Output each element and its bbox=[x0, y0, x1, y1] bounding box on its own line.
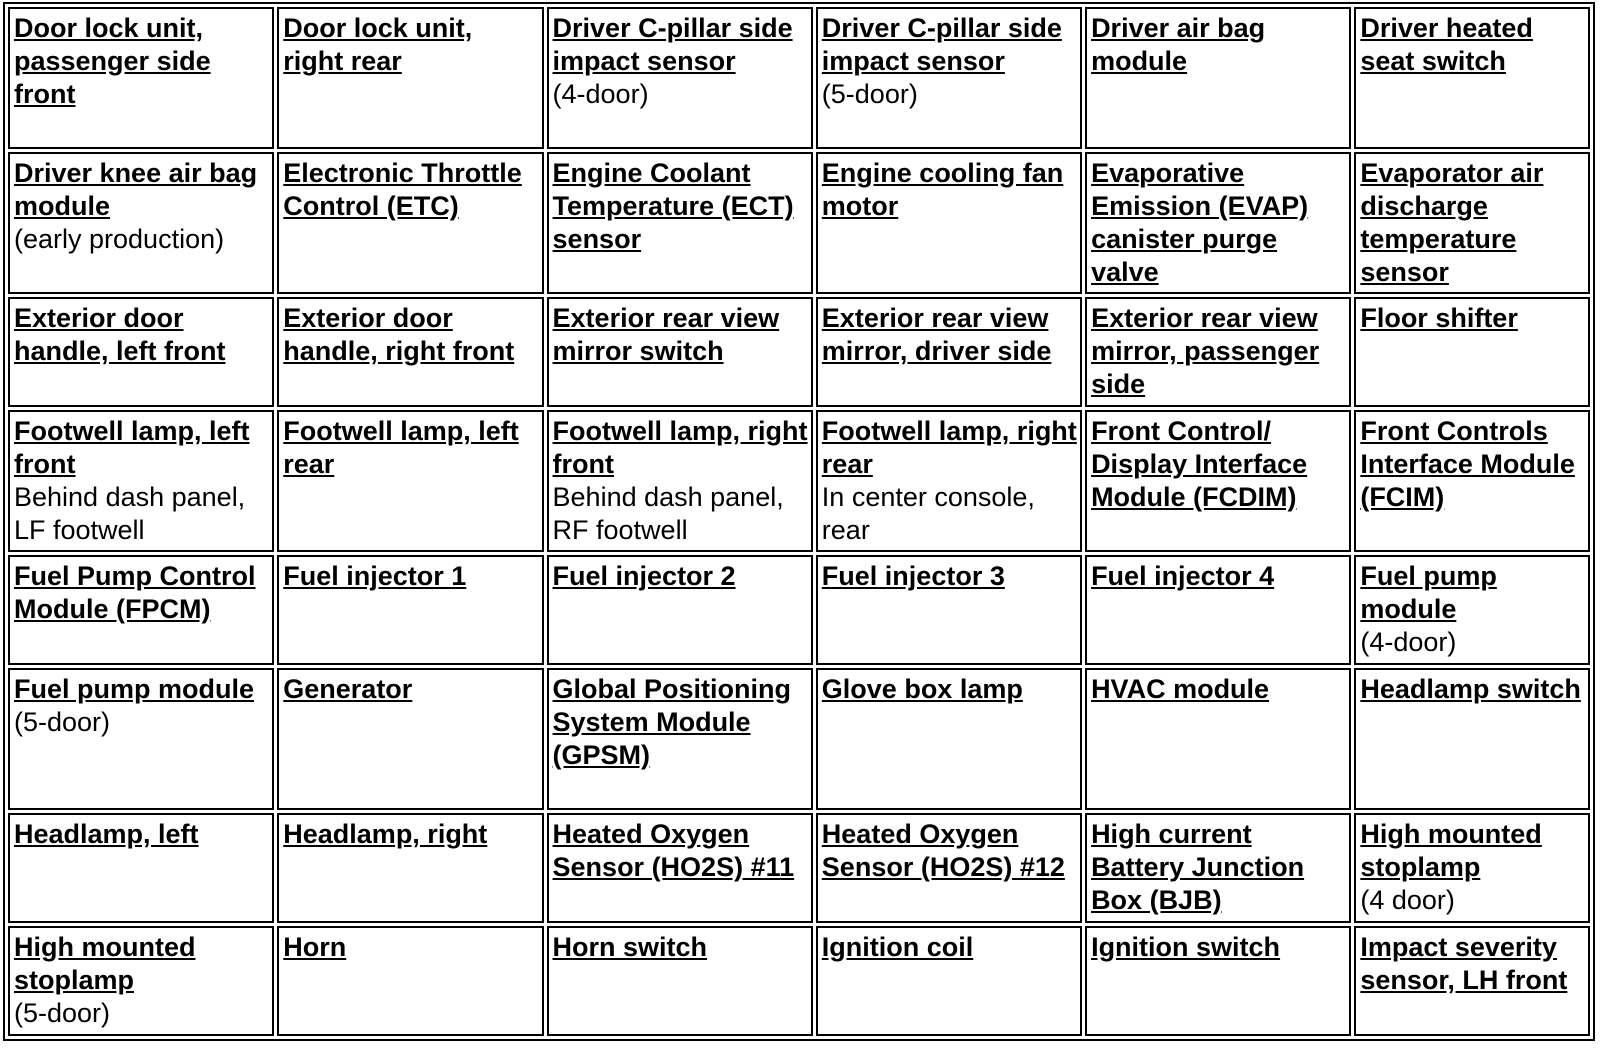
table-cell bbox=[1354, 926, 1590, 1036]
component-note: (early production) bbox=[14, 224, 225, 254]
component-link[interactable]: High mounted stoplamp bbox=[14, 932, 196, 995]
component-link[interactable]: Fuel injector 2 bbox=[552, 561, 736, 591]
component-link[interactable]: Headlamp, left bbox=[14, 819, 199, 849]
table-cell bbox=[1354, 668, 1590, 810]
table-cell bbox=[8, 7, 274, 149]
component-table bbox=[3, 2, 1595, 1041]
component-link[interactable]: Glove box lamp bbox=[821, 674, 1023, 704]
component-link[interactable]: Front Control/ Display Interface Module (FCDIM) bbox=[1091, 416, 1308, 512]
component-link[interactable]: Headlamp switch bbox=[1360, 674, 1581, 704]
component-link[interactable]: Driver C-pillar side impact sensor bbox=[552, 13, 793, 76]
component-link[interactable]: Driver knee air bag module bbox=[14, 158, 258, 221]
table-cell bbox=[277, 297, 543, 407]
table-cell bbox=[1354, 7, 1590, 149]
component-link[interactable]: Floor shifter bbox=[1360, 303, 1518, 333]
component-link[interactable]: Fuel injector 4 bbox=[1091, 561, 1275, 591]
table-cell bbox=[547, 668, 813, 810]
component-link[interactable]: Impact severity sensor, LH front bbox=[1360, 932, 1568, 995]
table-row bbox=[8, 555, 1590, 665]
component-link[interactable]: Footwell lamp, right front bbox=[552, 416, 808, 479]
table-cell bbox=[277, 668, 543, 810]
table-cell bbox=[1354, 297, 1590, 407]
table-cell bbox=[816, 668, 1082, 810]
table-cell bbox=[8, 668, 274, 810]
component-link[interactable]: Footwell lamp, right rear bbox=[821, 416, 1077, 479]
table-row bbox=[8, 410, 1590, 552]
component-link[interactable]: Fuel injector 3 bbox=[821, 561, 1005, 591]
component-link[interactable]: Driver C-pillar side impact sensor bbox=[821, 13, 1062, 76]
component-link[interactable]: Ignition coil bbox=[821, 932, 974, 962]
table-body bbox=[8, 7, 1590, 1036]
component-link[interactable]: Exterior rear view mirror, driver side bbox=[821, 303, 1052, 366]
component-link[interactable]: Footwell lamp, left rear bbox=[283, 416, 519, 479]
component-link[interactable]: Headlamp, right bbox=[283, 819, 488, 849]
component-link[interactable]: High current Battery Junction Box (BJB) bbox=[1091, 819, 1305, 915]
component-link[interactable]: Global Positioning System Module (GPSM) bbox=[552, 674, 792, 770]
table-cell bbox=[816, 410, 1082, 552]
table-cell bbox=[816, 297, 1082, 407]
component-link[interactable]: Fuel pump module bbox=[14, 674, 254, 704]
component-link[interactable]: Fuel Pump Control Module (FPCM) bbox=[14, 561, 256, 624]
component-note: (4-door) bbox=[552, 79, 649, 109]
table-cell bbox=[1354, 152, 1590, 294]
component-link[interactable]: Generator bbox=[283, 674, 413, 704]
component-link[interactable]: Exterior rear view mirror, passenger side bbox=[1091, 303, 1320, 399]
table-cell bbox=[547, 813, 813, 923]
component-note: (5-door) bbox=[14, 707, 111, 737]
table-cell bbox=[1085, 926, 1351, 1036]
component-link[interactable]: Exterior door handle, right front bbox=[283, 303, 515, 366]
component-link[interactable]: Horn switch bbox=[552, 932, 708, 962]
component-link[interactable]: Evaporator air discharge temperature sensor bbox=[1360, 158, 1544, 287]
component-link[interactable]: Footwell lamp, left front bbox=[14, 416, 250, 479]
component-link[interactable]: Ignition switch bbox=[1091, 932, 1281, 962]
table-cell bbox=[277, 555, 543, 665]
table-cell bbox=[8, 152, 274, 294]
table-cell bbox=[1354, 813, 1590, 923]
table-row bbox=[8, 152, 1590, 294]
table-cell bbox=[816, 926, 1082, 1036]
table-cell bbox=[1085, 7, 1351, 149]
table-row bbox=[8, 668, 1590, 810]
component-link[interactable]: Driver heated seat switch bbox=[1360, 13, 1533, 76]
component-link[interactable]: Electronic Throttle Control (ETC) bbox=[283, 158, 522, 221]
component-note: (5-door) bbox=[821, 79, 918, 109]
component-link[interactable]: Fuel pump module bbox=[1360, 561, 1497, 624]
table-cell bbox=[8, 926, 274, 1036]
table-cell bbox=[1354, 410, 1590, 552]
component-note: Behind dash panel, LF footwell bbox=[14, 482, 246, 545]
table-row bbox=[8, 813, 1590, 923]
table-cell bbox=[8, 297, 274, 407]
table-cell bbox=[816, 813, 1082, 923]
table-cell bbox=[547, 926, 813, 1036]
table-cell bbox=[8, 555, 274, 665]
table-cell bbox=[277, 410, 543, 552]
component-link[interactable]: Horn bbox=[283, 932, 347, 962]
table-cell bbox=[1085, 813, 1351, 923]
table-cell bbox=[1085, 555, 1351, 665]
table-cell bbox=[547, 410, 813, 552]
table-cell bbox=[816, 152, 1082, 294]
component-link[interactable]: Exterior rear view mirror switch bbox=[552, 303, 780, 366]
component-note: Behind dash panel, RF footwell bbox=[552, 482, 784, 545]
component-link[interactable]: Heated Oxygen Sensor (HO2S) #12 bbox=[821, 819, 1065, 882]
component-link[interactable]: High mounted stoplamp bbox=[1360, 819, 1542, 882]
component-link[interactable]: Door lock unit, passenger side front bbox=[14, 13, 211, 109]
component-link[interactable]: Engine cooling fan motor bbox=[821, 158, 1064, 221]
component-link[interactable]: Door lock unit, right rear bbox=[283, 13, 473, 76]
table-cell bbox=[1085, 410, 1351, 552]
table-cell bbox=[816, 555, 1082, 665]
component-link[interactable]: Heated Oxygen Sensor (HO2S) #11 bbox=[552, 819, 795, 882]
component-link[interactable]: HVAC module bbox=[1091, 674, 1270, 704]
component-note: (5-door) bbox=[14, 998, 111, 1028]
component-link[interactable]: Evaporative Emission (EVAP) canister purge valve bbox=[1091, 158, 1309, 287]
table-cell bbox=[1085, 297, 1351, 407]
table-cell bbox=[547, 7, 813, 149]
component-link[interactable]: Driver air bag module bbox=[1091, 13, 1266, 76]
component-note: (4 door) bbox=[1360, 885, 1455, 915]
component-link[interactable]: Engine Coolant Temperature (ECT) sensor bbox=[552, 158, 794, 254]
table-cell bbox=[277, 926, 543, 1036]
table-cell bbox=[277, 813, 543, 923]
table-cell bbox=[8, 813, 274, 923]
table-cell bbox=[1354, 555, 1590, 665]
component-note: (4-door) bbox=[1360, 627, 1457, 657]
table-row bbox=[8, 7, 1590, 149]
component-link[interactable]: Front Controls Interface Module (FCIM) bbox=[1360, 416, 1575, 512]
table-cell bbox=[547, 152, 813, 294]
table-cell bbox=[277, 152, 543, 294]
table-cell bbox=[1085, 152, 1351, 294]
component-location-index bbox=[3, 2, 1595, 1041]
table-cell bbox=[816, 7, 1082, 149]
component-link[interactable]: Exterior door handle, left front bbox=[14, 303, 226, 366]
component-note: In center console, rear bbox=[821, 482, 1035, 545]
table-row bbox=[8, 297, 1590, 407]
table-cell bbox=[1085, 668, 1351, 810]
table-cell bbox=[277, 7, 543, 149]
component-link[interactable]: Fuel injector 1 bbox=[283, 561, 467, 591]
table-cell bbox=[547, 555, 813, 665]
table-cell bbox=[8, 410, 274, 552]
table-cell bbox=[547, 297, 813, 407]
table-row bbox=[8, 926, 1590, 1036]
